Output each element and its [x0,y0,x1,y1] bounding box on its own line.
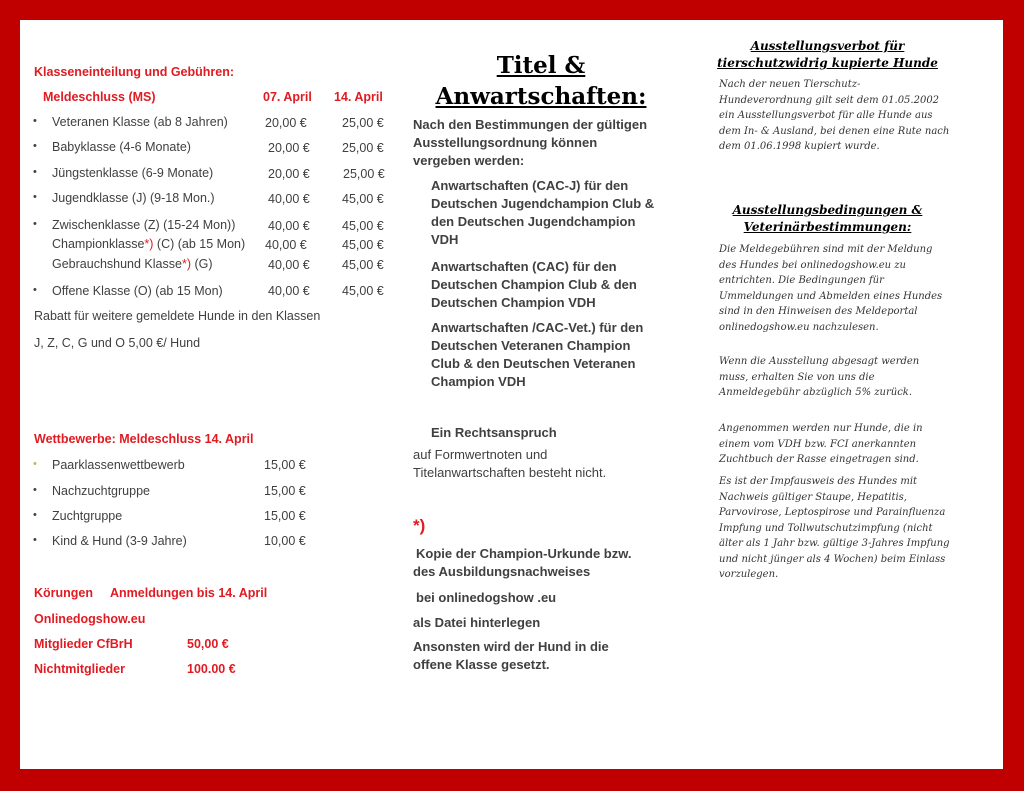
competition-name: • Nachzuchtgruppe [52,484,150,498]
class-price-late: 45,00 € [342,258,384,272]
award-item-line: Champion VDH [431,374,526,389]
note-line: Kopie der Champion-Urkunde bzw. [416,546,632,561]
award-item-line: Deutschen Veteranen Champion [431,338,631,353]
class-price-late: 45,00 € [342,192,384,206]
class-price-late: 25,00 € [342,116,384,130]
class-price-early: 40,00 € [268,219,310,233]
award-item-line: Anwartschaften (CAC-J) für den [431,178,629,193]
class-price-early: 40,00 € [268,258,310,272]
competition-price: 15,00 € [264,484,306,498]
intro-line: vergeben werden: [413,153,525,168]
cancellation-paragraph: Wenn die Ausstellung abgesagt werden muss, erhalten Sie von uns die Anmeldegebühr abzüglich 5% zurück. [719,356,920,398]
koerungen-deadline: Anmeldungen bis 14. April [110,586,268,600]
titles-heading-line-2: Anwartschaften: [435,83,647,110]
class-price-early: 20,00 € [265,116,307,130]
class-name: • Veteranen Klasse (ab 8 Jahren) [52,115,228,129]
competition-name: • Zuchtgruppe [52,509,122,523]
class-price-early: 40,00 € [268,192,310,206]
class-price-late: 45,00 € [342,284,384,298]
fees-paragraph: Die Meldegebühren sind mit der Meldung des Hundes bei onlinedogshow.eu zu entrichten. Die Bedingungen für Ummeldungen und Abmelden eines Hundes sind in den Hinweisen des Meldeportal onlinedogshow.eu nachzulesen. [719,244,943,333]
award-item-line: Deutschen Champion Club & den [431,277,637,292]
award-item-line: Deutschen Jugendchampion Club & [431,196,655,211]
discount-line-1: Rabatt für weitere gemeldete Hunde in den Klassen [34,309,321,323]
award-item-line: Anwartschaften (CAC) für den [431,259,617,274]
intro-line: Ausstellungsordnung können [413,135,598,150]
class-price-early: 40,00 € [268,284,310,298]
vaccination-paragraph: Es ist der Impfausweis des Hundes mit Nachweis gültiger Staupe, Hepatitis, Parvovirose, Leptospirose und Parainfluenza Impfung und Tollwutschutzimpfung (nicht älter als 1 Jahr bzw. gültige 3-Jahres Impfung und nicht jünger als 4 Wochen) beim Einlass vorzulegen. [719,476,950,580]
note-else-line: Ansonsten wird der Hund in die [413,639,609,654]
legal-bullet: Ein Rechtsanspruch [431,425,557,440]
competition-price: 10,00 € [264,534,306,548]
class-name: Gebrauchshund Klasse*) (G) [52,257,213,271]
award-item-line: Club & den Deutschen Veteranen [431,356,636,371]
award-item-line: VDH [431,232,459,247]
legal-text-line: auf Formwertnoten und [413,447,548,462]
fees-heading: Klasseneinteilung und Gebühren: [34,65,235,79]
competitions-heading: Wettbewerbe: Meldeschluss 14. April [34,432,254,446]
class-price-late: 45,00 € [342,238,384,252]
class-name: Championklasse*) (C) (ab 15 Mon) [52,237,246,251]
deadline-col-2: 14. April [334,90,383,104]
online-portal-link[interactable]: Onlinedogshow.eu [34,612,146,626]
class-name: • Babyklasse (4-6 Monate) [52,140,191,154]
class-price-late: 45,00 € [342,219,384,233]
note-online: bei onlinedogshow .eu [416,590,557,605]
nonmembers-label: Nichtmitglieder [34,662,125,676]
legal-text-line: Titelanwartschaften besteht nicht. [413,465,607,480]
members-price: 50,00 € [187,637,229,651]
footnote-marker: *) [413,516,426,535]
class-price-late: 25,00 € [342,141,384,155]
award-item-line: den Deutschen Jugendchampion [431,214,636,229]
note-else-line: offene Klasse gesetzt. [413,657,550,672]
ban-heading-line-2: tierschutzwidrig kupierte Hunde [717,56,938,70]
flyer-page [20,20,1003,769]
koerungen-label: Körungen [34,586,94,600]
conditions-heading-line-1: Ausstellungsbedingungen & [732,203,923,217]
ban-paragraph: Nach der neuen Tierschutz-Hundeverordnung gilt seit dem 01.05.2002 ein Ausstellungsverbot für alle Hunde aus dem In- & Ausland, bei denen eine Rute nach dem 01.06.1998 kupiert wurde. [719,79,950,152]
award-item-line: Deutschen Champion VDH [431,295,596,310]
competition-name: • Paarklassenwettbewerb [52,458,185,472]
class-price-early: 40,00 € [265,238,307,252]
intro-line: Nach den Bestimmungen der gültigen [413,117,648,132]
deadline-label: Meldeschluss (MS) [43,90,156,104]
note-file: als Datei hinterlegen [413,615,541,630]
competition-price: 15,00 € [264,509,306,523]
note-line: des Ausbildungsnachweises [413,564,591,579]
ban-heading-line-1: Ausstellungsverbot für [750,39,905,53]
award-item-line: Anwartschaften /CAC-Vet.) für den [431,320,644,335]
competition-name: • Kind & Hund (3-9 Jahre) [52,534,187,548]
members-label: Mitglieder CfBrH [34,637,133,651]
nonmembers-price: 100.00 € [187,662,236,676]
competition-price: 15,00 € [264,458,306,472]
class-name: • Zwischenklasse (Z) (15-24 Mon)) [52,218,235,232]
deadline-col-1: 07. April [263,90,312,104]
titles-heading-line-1: Titel & [496,52,586,79]
class-name: • Offene Klasse (O) (ab 15 Mon) [52,284,223,298]
class-price-early: 20,00 € [268,167,310,181]
class-price-early: 20,00 € [268,141,310,155]
acceptance-paragraph: Angenommen werden nur Hunde, die in einem vom VDH bzw. FCI anerkannten Zuchtbuch der Rasse eingetragen sind. [719,423,923,465]
class-price-late: 25,00 € [343,167,385,181]
discount-line-2: J, Z, C, G und O 5,00 €/ Hund [34,336,201,350]
class-name: • Jugendklasse (J) (9-18 Mon.) [52,191,215,205]
class-name: • Jüngstenklasse (6-9 Monate) [52,166,213,180]
conditions-heading-line-2: Veterinärbestimmungen: [743,220,912,234]
